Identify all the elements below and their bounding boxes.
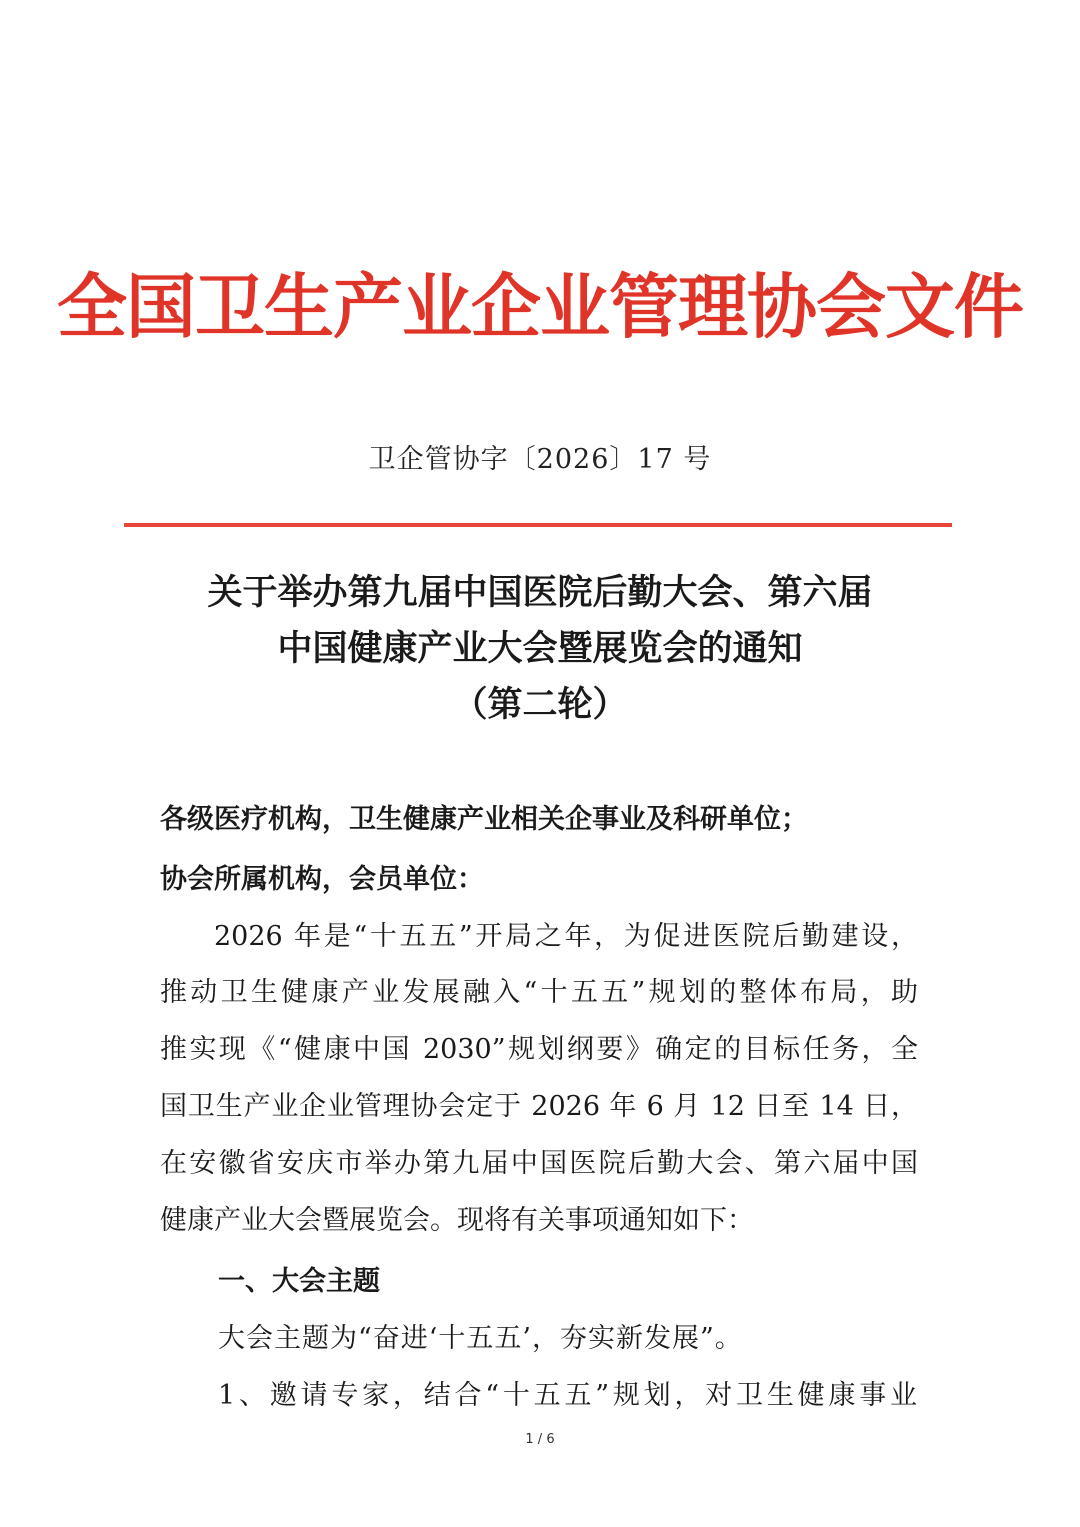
- section-heading-theme: 一、大会主题: [218, 1266, 380, 1297]
- theme-text: 大会主题为“奋进‘十五五’，夯实新发展”。: [218, 1323, 743, 1354]
- page-number: 1 / 6: [525, 1432, 555, 1447]
- body-line-5: 在安徽省安庆市举办第九届中国医院后勤大会、第六届中国: [160, 1148, 918, 1179]
- body-line-6: 健康产业大会暨展览会。现将有关事项通知如下：: [160, 1205, 754, 1236]
- subject-line-3: （第二轮）: [452, 685, 628, 725]
- red-divider: [124, 523, 952, 527]
- body-line-1: 2026 年是“十五五”开局之年，为促进医院后勤建设，: [214, 921, 918, 952]
- body-line-2: 推动卫生健康产业发展融入“十五五”规划的整体布局，助: [160, 977, 918, 1008]
- salutation-line-1: 各级医疗机构，卫生健康产业相关企事业及科研单位；: [160, 804, 808, 835]
- salutation-line-2: 协会所属机构，会员单位：: [160, 864, 484, 895]
- subject-line-2: 中国健康产业大会暨展览会的通知: [277, 629, 803, 669]
- subject-title: [0, 565, 1080, 733]
- item-1-text: 1、邀请专家，结合“十五五”规划，对卫生健康事业: [218, 1380, 918, 1411]
- body-line-4: 国卫生产业企业管理协会定于 2026 年 6 月 12 日至 14 日，: [160, 1091, 918, 1122]
- subject-line-1: 关于举办第九届中国医院后勤大会、第六届: [207, 573, 873, 613]
- document-number: 卫企管协字〔2026〕17 号: [368, 444, 712, 475]
- body-line-3: 推实现《“健康中国 2030”规划纲要》确定的目标任务，全: [160, 1034, 918, 1065]
- issuer-title: 全国卫生产业企业管理协会文件: [57, 265, 1023, 348]
